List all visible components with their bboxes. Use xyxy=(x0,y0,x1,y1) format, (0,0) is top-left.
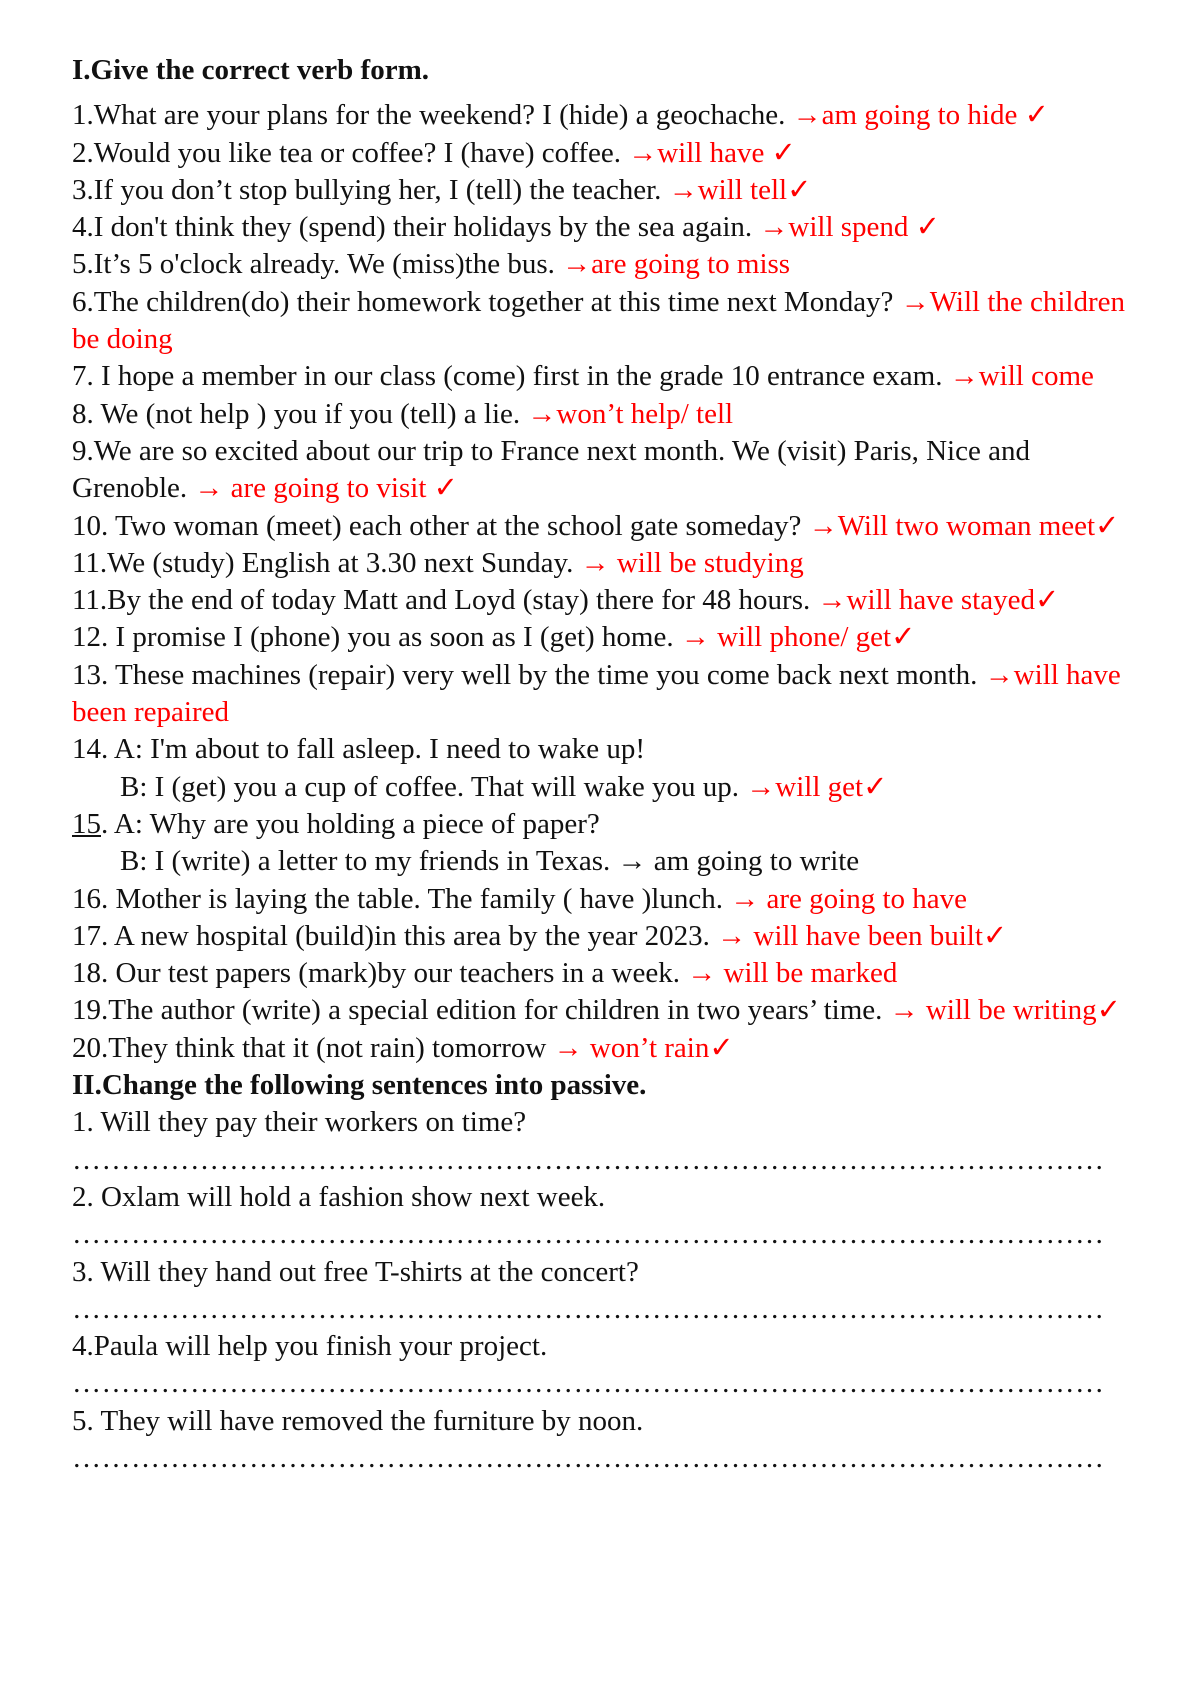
answer: →will have stayed✓ xyxy=(817,584,1060,617)
exercise-item: 17. A new hospital (build)in this area by the year 2023. → will have been built✓ xyxy=(72,919,1008,952)
answer: →Will two woman meet✓ xyxy=(808,509,1120,542)
section-1-list xyxy=(72,97,1140,1067)
answer: → will be studying xyxy=(580,546,804,579)
answer: →won’t help/ tell xyxy=(527,397,734,430)
exercise-item: 16. Mother is laying the table. The family ( have )lunch. → are going to have xyxy=(72,882,968,915)
answer: →am going to hide ✓ xyxy=(792,99,1049,132)
answer-blank[interactable]: …………………………………………………………………………………………… xyxy=(72,1143,1105,1176)
passive-item: 3. Will they hand out free T-shirts at the concert? …………………………………………………………………………………………… xyxy=(72,1254,1140,1329)
answer: →will spend ✓ xyxy=(759,211,940,244)
section-1-title: I.Give the correct verb form. xyxy=(72,54,429,86)
answer-blank[interactable]: …………………………………………………………………………………………… xyxy=(72,1292,1105,1325)
section-2-list xyxy=(72,1104,1140,1477)
exercise-item: 11.By the end of today Matt and Loyd (stay) there for 48 hours. →will have stayed✓ xyxy=(72,584,1060,617)
exercise-item: 13. These machines (repair) very well by the time you come back next month. →will have been repaired xyxy=(72,658,1121,729)
exercise-item: 11.We (study) English at 3.30 next Sunday. → will be studying xyxy=(72,546,804,579)
exercise-item: 9.We are so excited about our trip to France next month. We (visit) Paris, Nice and Grenoble. → are going to visit ✓ xyxy=(72,434,1030,505)
answer: →Will the children be doing xyxy=(72,285,1126,356)
answer: → won’t rain✓ xyxy=(553,1031,734,1064)
answer: →will get✓ xyxy=(746,770,888,803)
answer: → will phone/ get✓ xyxy=(680,621,916,654)
answer: →will tell✓ xyxy=(668,173,812,206)
passive-item: 1. Will they pay their workers on time? …………………………………………………………………………………………… xyxy=(72,1104,1140,1179)
exercise-item: 12. I promise I (phone) you as soon as I (get) home. → will phone/ get✓ xyxy=(72,621,916,654)
answer: → will be writing✓ xyxy=(889,994,1121,1027)
passive-item: 2. Oxlam will hold a fashion show next week. …………………………………………………………………………………………… xyxy=(72,1179,1140,1254)
exercise-item: 20.They think that it (not rain) tomorrow → won’t rain✓ xyxy=(72,1031,734,1064)
exercise-item: 6.The children(do) their homework together at this time next Monday? →Will the children be doing xyxy=(72,285,1126,356)
answer: → are going to visit ✓ xyxy=(194,472,458,505)
exercise-item: 5.It’s 5 o'clock already. We (miss)the bus. →are going to miss xyxy=(72,248,791,281)
exercise-item: 10. Two woman (meet) each other at the school gate someday? →Will two woman meet✓ xyxy=(72,509,1120,542)
exercise-item: 2.Would you like tea or coffee? I (have) coffee. →will have ✓ xyxy=(72,136,796,169)
answer: →will come xyxy=(949,360,1094,393)
exercise-item: 1.What are your plans for the weekend? I (hide) a geochache. →am going to hide ✓ xyxy=(72,99,1049,132)
answer: → am going to write xyxy=(617,845,860,878)
answer: → will have been built✓ xyxy=(717,919,1008,952)
passive-item: 5. They will have removed the furniture by noon. …………………………………………………………………………………………… xyxy=(72,1403,1140,1478)
answer: →are going to miss xyxy=(562,248,791,281)
exercise-item: 7. I hope a member in our class (come) first in the grade 10 entrance exam. →will come xyxy=(72,360,1094,393)
answer: → are going to have xyxy=(730,882,968,915)
answer-blank[interactable]: …………………………………………………………………………………………… xyxy=(72,1367,1105,1400)
exercise-item: 3.If you don’t stop bullying her, I (tell) the teacher. →will tell✓ xyxy=(72,173,812,206)
exercise-item-14: 14. A: I'm about to fall asleep. I need to wake up! B: I (get) you a cup of coffee. That will wake you up. →will get✓ xyxy=(72,733,888,803)
section-2-title: II.Change the following sentences into passive. xyxy=(72,1069,647,1102)
answer-blank[interactable]: …………………………………………………………………………………………… xyxy=(72,1441,1105,1474)
answer: →will have been repaired xyxy=(72,658,1121,729)
exercise-item: 8. We (not help ) you if you (tell) a lie. →won’t help/ tell xyxy=(72,397,734,430)
item-number: 15 xyxy=(72,807,101,840)
passive-item: 4.Paula will help you finish your project. …………………………………………………………………………………………… xyxy=(72,1328,1140,1403)
answer-blank[interactable]: …………………………………………………………………………………………… xyxy=(72,1218,1105,1251)
answer: →will have ✓ xyxy=(628,136,796,169)
answer: → will be marked xyxy=(687,957,898,990)
exercise-item: 19.The author (write) a special edition for children in two years’ time. → will be writing✓ xyxy=(72,994,1121,1027)
exercise-item: 4.I don't think they (spend) their holidays by the sea again. →will spend ✓ xyxy=(72,211,940,244)
exercise-item-15: 15. A: Why are you holding a piece of paper? B: I (write) a letter to my friends in Texas. → am going to write xyxy=(72,807,860,878)
exercise-item: 18. Our test papers (mark)by our teachers in a week. → will be marked xyxy=(72,957,898,990)
